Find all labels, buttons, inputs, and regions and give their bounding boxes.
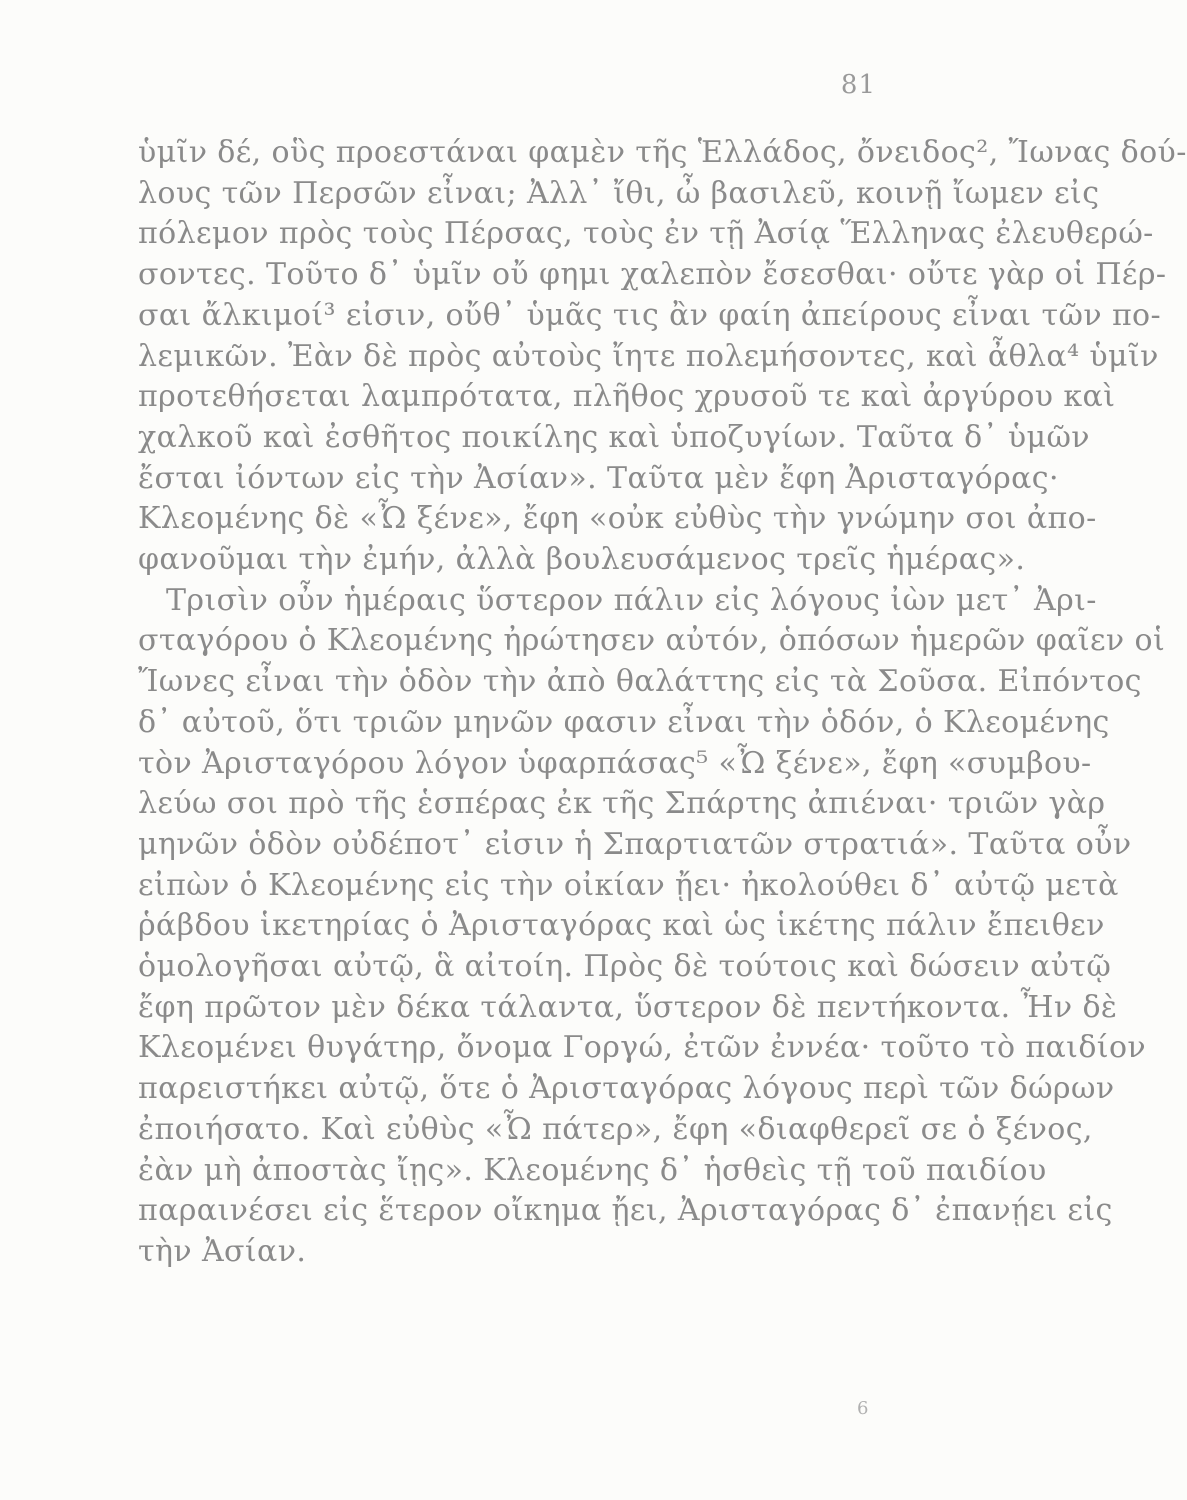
text-line: λους τῶν Περσῶν εἶναι; Ἀλλ᾽ ἴθι, ὦ βασιλεῦ, κοινῇ ἴωμεν εἰς bbox=[138, 175, 1100, 211]
text-line: μηνῶν ὁδὸν οὐδέποτ᾽ εἰσιν ἡ Σπαρτιατῶν στρατιά». Ταῦτα οὖν bbox=[138, 826, 1132, 862]
body-text bbox=[138, 133, 1187, 1273]
text-line: σοντες. Τοῦτο δ᾽ ὑμῖν οὔ φημι χαλεπὸν ἔσεσθαι· οὔτε γὰρ οἱ Πέρ- bbox=[138, 257, 1167, 293]
text-line: σταγόρου ὁ Κλεομένης ἠρώτησεν αὐτόν, ὁπόσων ἡμερῶν φαῖεν οἱ bbox=[138, 623, 1166, 659]
text-line: ἐὰν μὴ ἀποστὰς ἴῃς». Κλεομένης δ᾽ ἡσθεὶς τῇ τοῦ παιδίου bbox=[138, 1152, 1047, 1188]
text-line: φανοῦμαι τὴν ἐμήν, ἀλλὰ βουλευσάμενος τρεῖς ἡμέρας». bbox=[138, 542, 1026, 578]
text-line: σαι ἄλκιμοί³ εἰσιν, οὔθ᾽ ὑμᾶς τις ἂν φαίη ἀπείρους εἶναι τῶν πο- bbox=[138, 297, 1162, 333]
signature-mark: 6 bbox=[857, 1398, 869, 1419]
text-line: Κλεομένης δὲ «Ὦ ξένε», ἔφη «οὐκ εὐθὺς τὴν γνώμην σοι ἀπο- bbox=[138, 501, 1097, 537]
text-line: λεμικῶν. Ἐὰν δὲ πρὸς αὐτοὺς ἴητε πολεμήσοντες, καὶ ἆθλα⁴ ὑμῖν bbox=[138, 338, 1159, 374]
text-line: τὸν Ἀρισταγόρου λόγον ὑφαρπάσας⁵ «Ὦ ξένε», ἔφη «συμβου- bbox=[138, 745, 1092, 781]
text-line: τὴν Ἀσίαν. bbox=[138, 1233, 307, 1269]
text-line: ἐποιήσατο. Καὶ εὐθὺς «Ὦ πάτερ», ἔφη «διαφθερεῖ σε ὁ ξένος, bbox=[138, 1111, 1093, 1147]
text-line: χαλκοῦ καὶ ἐσθῆτος ποικίλης καὶ ὑποζυγίων. Ταῦτα δ᾽ ὑμῶν bbox=[138, 419, 1090, 455]
text-line: πόλεμον πρὸς τοὺς Πέρσας, τοὺς ἐν τῇ Ἀσίᾳ Ἕλληνας ἐλευθερώ- bbox=[138, 216, 1154, 252]
text-line: Ἴωνες εἶναι τὴν ὁδὸν τὴν ἀπὸ θαλάττης εἰς τὰ Σοῦσα. Εἰπόντος bbox=[138, 664, 1142, 700]
page-number: 81 bbox=[840, 70, 876, 100]
text-line: παραινέσει εἰς ἕτερον οἴκημα ᾔει, Ἀρισταγόρας δ᾽ ἐπανῄει εἰς bbox=[138, 1193, 1113, 1229]
text-line: εἰπὼν ὁ Κλεομένης εἰς τὴν οἰκίαν ᾔει· ἠκολούθει δ᾽ αὐτῷ μετὰ bbox=[138, 867, 1119, 903]
text-line: ἔφη πρῶτον μὲν δέκα τάλαντα, ὕστερον δὲ πεντήκοντα. Ἦν δὲ bbox=[138, 989, 1118, 1025]
text-line: παρειστήκει αὐτῷ, ὅτε ὁ Ἀρισταγόρας λόγους περὶ τῶν δώρων bbox=[138, 1071, 1115, 1107]
text-line: δ᾽ αὐτοῦ, ὅτι τριῶν μηνῶν φασιν εἶναι τὴν ὁδόν, ὁ Κλεομένης bbox=[138, 704, 1110, 740]
text-line: Κλεομένει θυγάτηρ, ὄνομα Γοργώ, ἐτῶν ἐννέα· τοῦτο τὸ παιδίον bbox=[138, 1030, 1147, 1066]
text-line: ἔσται ἰόντων εἰς τὴν Ἀσίαν». Ταῦτα μὲν ἔφη Ἀρισταγόρας· bbox=[138, 460, 1059, 496]
text-line: προτεθήσεται λαμπρότατα, πλῆθος χρυσοῦ τε καὶ ἀργύρου καὶ bbox=[138, 379, 1116, 415]
paragraph-first-line: Τρισὶν οὖν ἡμέραις ὕστερον πάλιν εἰς λόγους ἰὼν μετ᾽ Ἀρι- bbox=[166, 582, 1097, 618]
text-line: ῥάβδου ἱκετηρίας ὁ Ἀρισταγόρας καὶ ὡς ἱκέτης πάλιν ἔπειθεν bbox=[138, 908, 1105, 944]
text-line: λεύω σοι πρὸ τῆς ἑσπέρας ἐκ τῆς Σπάρτης ἀπιέναι· τριῶν γὰρ bbox=[138, 786, 1106, 822]
text-line: ὁμολογῆσαι αὐτῷ, ἃ αἰτοίη. Πρὸς δὲ τούτοις καὶ δώσειν αὐτῷ bbox=[138, 949, 1112, 985]
text-line: ὑμῖν δέ, οὓς προεστάναι φαμὲν τῆς Ἑλλάδος, ὄνειδος², Ἴωνας δού- bbox=[138, 135, 1187, 170]
